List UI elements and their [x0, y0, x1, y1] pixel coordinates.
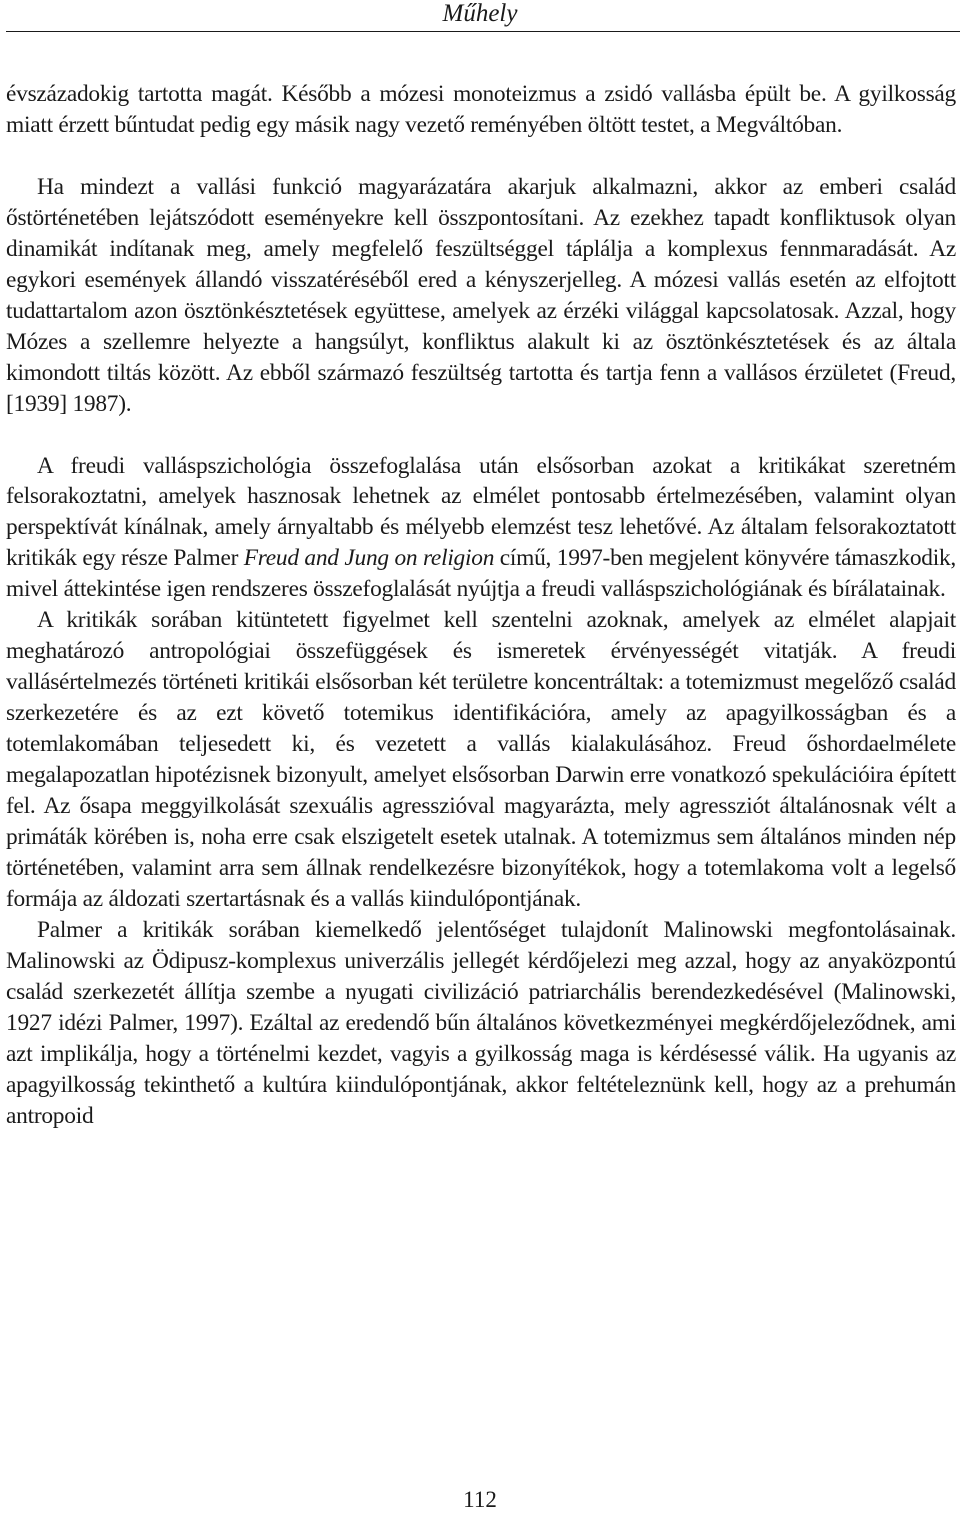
paragraph-critique-intro-text: A freudi valláspszichológia összefoglalása után elsősorban azokat a kritikákat szeretném felsorakoztatni, amelyek hasznosak lehetnek az elmélet pontosabb értelmezésében, valamint olyan perspektívát kínálnak, amely árnyaltabb és mélyebb elemzést tesz lehetővé. Az általam felsorakoztatott kritikák egy része Palmer: [6, 452, 956, 572]
paragraph-critique-intro: [6, 451, 956, 606]
book-title: Freud and Jung on religion: [243, 545, 495, 572]
article-body: [6, 79, 956, 1132]
paragraph-critique-intro-rest: című, 1997-ben megjelent könyvére támaszkodik, mivel áttekintése igen rendszeres összefoglalását nyújtja a freudi valláspszichológiának és bírálatainak.: [6, 545, 956, 603]
page-number: 112: [463, 1487, 497, 1512]
paragraph-malinowski: Palmer a kritikák sorában kiemelkedő jelentőséget tulajdonít Malinowski megfontolásainak. Malinowski az Ödipusz-komplexus univerzális jellegét kérdőjelezi meg azzal, hogy az anyaközpontú család szerkezetét állítja szembe a nyugati civilizáció patriarchális berendezkedésével (Malinowski, 1927 idézi Palmer, 1997). Ezáltal az eredendő bűn általános következményei megkérdőjeleződnek, ami azt implikálja, hogy a történelmi kezdet, vagyis a gyilkosság maga is kérdésessé válik. Ha ugyanis az apagyilkosság tekinthető a kultúra kiindulópontjának, akkor feltételeznünk kell, hogy az a prehumán antropoid: [6, 916, 956, 1129]
paragraph-religious-function: Ha mindezt a vallási funkció magyarázatára akarjuk alkalmazni, akkor az emberi család őstörténetében lejátszódott eseményekre kell összpontosítani. Az ezekhez tapadt konfliktusok olyan dinamikát indítanak meg, amely megfelelő feszültséggel táplálja a komplexus fennmaradását. Az egykori események állandó visszatéréséből ered a kényszerjelleg. A mózesi vallás esetén az elfojtott tudattartalom azon ösztönkésztetések együttese, amelyek az érzéki világgal kapcsolatosak. Azzal, hogy Mózes a szellemre helyezte a hangsúlyt, konfliktus alakult ki az ösztönkésztetések és az általa kimondott tiltás között. Az ebből származó feszültség tartotta és tartja fenn a vallásos érzületet (Freud, [1939] 1987).: [6, 173, 956, 417]
paragraph-anthropological-critique: A kritikák sorában kitüntetett figyelmet kell szentelni azoknak, amelyek az elmélet alapjait meghatározó antropológiai összefüggések és ismeretek érvényességét vitatják. A freudi vallásértelmezés történeti kritikái elsősorban két területre koncentráltak: a totemizmust megelőző család szerkezetére és az ezt követő totemikus identifikációra, amely az apagyilkosságban és a totemlakomában teljesedett ki, és vezetett a vallás kialakulásához. Freud őshordaelmélete megalapozatlan hipotézisnek bizonyult, amelyet elsősorban Darwin erre vonatkozó spekulációira épített fel. Az ősapa meggyilkolását szexuális agresszióval magyarázta, mely agressziót általánosnak vélt a primáták körében is, noha erre csak elszigetelt esetek utalnak. A totemizmus sem általános minden nép történetében, valamint arra sem állnak rendelkezésre bizonyítékok, hogy a totemlakoma volt a legelső formája az áldozati szertartásnak és a vallás kiindulópontjának.: [6, 607, 956, 912]
running-head-title: Műhely: [442, 0, 518, 27]
paragraph-continued: évszázadokig tartotta magát. Később a mózesi monoteizmus a zsidó vallásba épült be. A gyilkosság miatt érzett bűntudat pedig egy másik nagy vezető reményében öltött testet, a Megváltóban.: [6, 81, 956, 138]
header-divider: [6, 31, 960, 32]
